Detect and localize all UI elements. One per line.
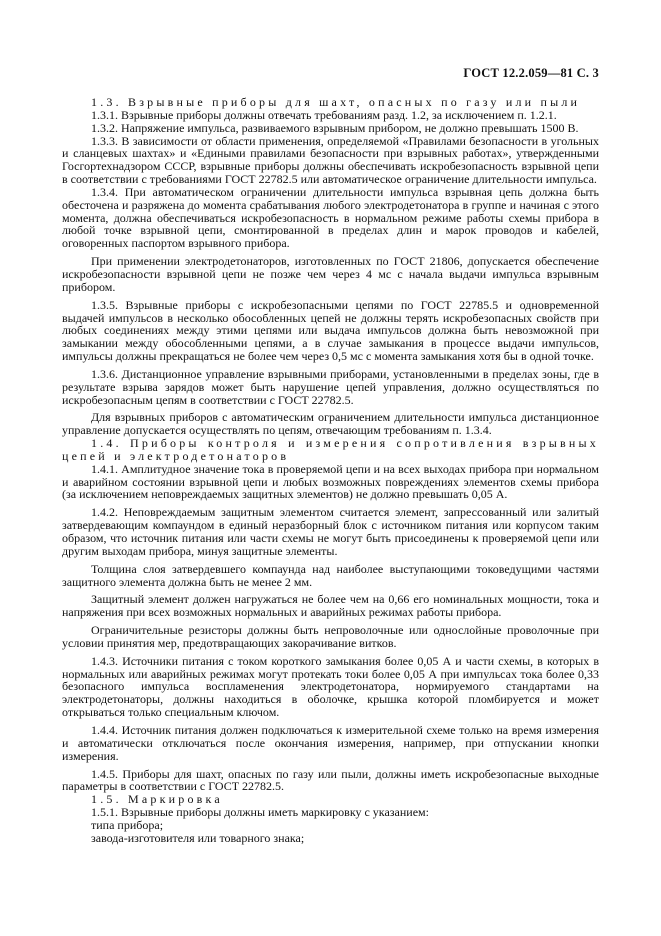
paragraph: 1.4.4. Источник питания должен подключаться к измерительной схеме только на время измерения и автоматически отключаться после окончания измерения, например, при отпускании кнопки измерения. xyxy=(62,722,599,763)
paragraph: Толщина слоя затвердевшего компаунда над наиболее выступающими токоведущими частями защитного элемента должна быть не менее 2 мм. xyxy=(62,561,599,589)
paragraph: 1.3.5. Взрывные приборы с искробезопасными цепями по ГОСТ 22785.5 и одновременной выдачей импульсов в несколько обособленных цепей не должны терять искробезопасных свойств при любых соединениях между этими цепями или выдача импульсов должна быть невозможной при замыкании между обособленными цепями, а в случае замыкания в процессе выдачи импульсов, импульсы должны прекращаться не более чем через 0,5 мс с момента замыкания хотя бы в одной точке. xyxy=(62,297,599,364)
paragraph: 1.3.4. При автоматическом ограничении длительности импульса взрывная цепь должна быть обесточена и разряжена до момента срабатывания любого электродетонатора в группе и начиная с этого момента, должна обеспечиваться искробезопасность в нормальном режиме работы схемы прибора в любой точке взрывной цепи, смонтированной в пределах длин и марок проводов и кабелей, оговоренных паспортом взрывного прибора. xyxy=(62,184,599,251)
paragraph: типа прибора; xyxy=(91,817,164,832)
document-body xyxy=(62,96,599,845)
paragraph: Ограничительные резисторы должны быть непроволочные или однослойные проволочные при условии принятия мер, предотвращающих закорачивание витков. xyxy=(62,623,599,650)
paragraph: 1.3.3. В зависимости от области применения, определяемой «Правилами безопасности в угольных и сланцевых шахтах» и «Едиными правилами безопасности при взрывных работах», утвержденными Госгортехнадзором СССР, взрывные приборы должны обеспечивать искробезопасность взрывной цепи в соответствии с требованиями ГОСТ 22782.5 или автоматическое ограничение длительности импульса. xyxy=(62,133,599,187)
paragraph: 1.4.2. Неповреждаемым защитным элементом считается элемент, запрессованный или залитый затвердевающим компаундом в единый неразборный блок с источником питания или корпусом таким образом, что источник питания или части схемы не могут быть присоединены к проверяемой цепи или другим выходам прибора, минуя защитные элементы. xyxy=(62,505,599,558)
page-header: ГОСТ 12.2.059—81 С. 3 xyxy=(463,66,599,80)
paragraph: 1.4.3. Источники питания с током короткого замыкания более 0,05 А и части схемы, в которых в нормальных или аварийных режимах могут протекать токи более 0,05 А при импульсах тока более 0,33 безопасного импульса воспламенения электродетонатора, нормируемого стандартами на электродетонаторы, должны находиться в оболочке, крышка которой пломбируется и может открываться только специальным ключом. xyxy=(62,653,599,720)
paragraph: 1.3.6. Дистанционное управление взрывными приборами, установленными в пределах зоны, где в результате взрыва зарядов может быть нарушение цепей управления, должно осуществляться по искробезопасным цепям в соответствии с ГОСТ 22782.5. xyxy=(62,366,599,407)
section-heading: 1.3. Взрывные приборы для шахт, опасных по газу или пыли xyxy=(91,95,581,109)
paragraph: 1.3.1. Взрывные приборы должны отвечать требованиям разд. 1.2, за исключением п. 1.2.1. xyxy=(91,107,557,122)
paragraph: При применении электродетонаторов, изготовленных по ГОСТ 21806, допускается обеспечение искробезопасности взрывной цепи не позже чем через 4 мс с начала выдачи импульса взрывным прибором. xyxy=(62,254,599,294)
paragraph: Защитный элемент должен нагружаться не более чем на 0,66 его номинальных мощности, тока и напряжения при всех возможных нормальных и аварийных режимах работы прибора. xyxy=(62,592,599,620)
paragraph: Для взрывных приборов с автоматическим ограничением длительности импульса дистанционное управление допускается осуществлять по цепям, отвечающим требованиям п. 1.3.4. xyxy=(62,410,599,438)
paragraph: 1.4.5. Приборы для шахт, опасных по газу или пыли, должны иметь искробезопасные выходные параметры в соответствии с ГОСТ 22782.5. xyxy=(62,766,599,794)
paragraph: 1.4.1. Амплитудное значение тока в проверяемой цепи и на всех выходах прибора при нормальном и аварийном состоянии взрывной цепи и любых возможных повреждениях элементов схемы прибора (за исключением неповреждаемых защитных элементов) не должно превышать 0,05 А. xyxy=(62,461,599,502)
paragraph: 1.3.2. Напряжение импульса, развиваемого взрывным прибором, не должно превышать 1500 В. xyxy=(91,120,579,135)
paragraph: завода-изготовителя или товарного знака; xyxy=(91,830,305,845)
section-heading: 1.4. Приборы контроля и измерения сопротивления взрывных цепей и электродетонаторов xyxy=(62,436,599,463)
section-heading: 1.5. Маркировка xyxy=(91,792,223,807)
paragraph: 1.5.1. Взрывные приборы должны иметь маркировку с указанием: xyxy=(91,805,429,820)
